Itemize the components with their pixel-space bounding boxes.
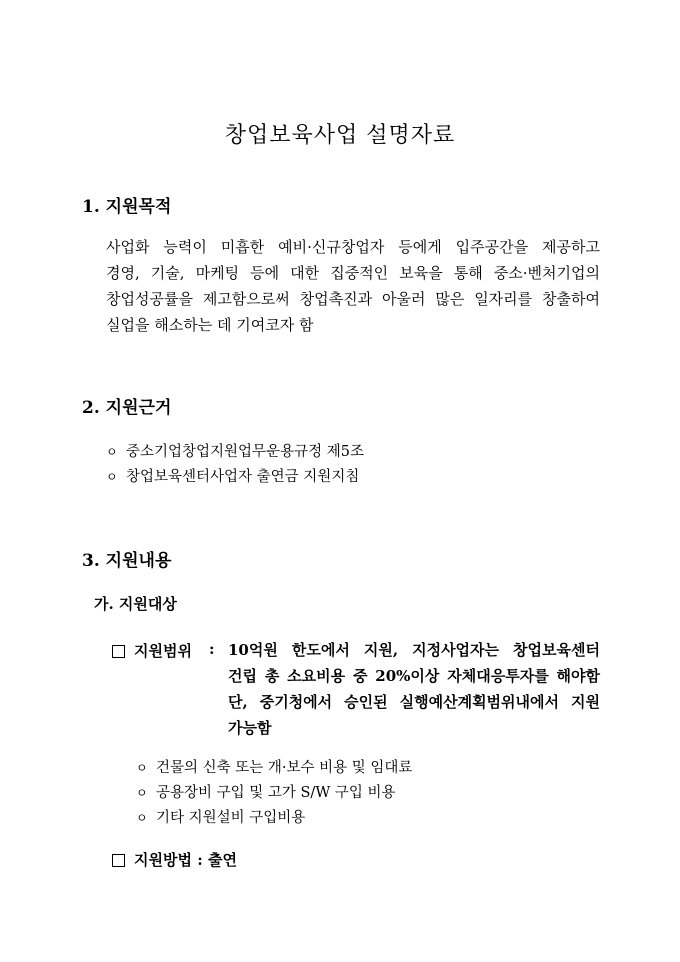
paragraph-line-2: 경영, 기술, 마케팅 등에 대한 집중적인 보육을 통해 중소·벤처기업의	[106, 264, 600, 282]
section-1-paragraph	[106, 234, 600, 338]
section-2-title: 지원근거	[105, 398, 172, 418]
paragraph-line-3: 창업성공률을 제고함으로써 창업촉진과 아울러 많은 일자리를 창출하여	[106, 290, 600, 308]
scope-line-2: 건립 총 소요비용 중 20%이상 자체대응투자를 해야함	[228, 667, 600, 685]
section-1-number: 1.	[82, 197, 100, 217]
checkbox-icon	[112, 854, 125, 867]
paragraph-line-4: 실업을 해소하는 데 기여코자 함	[106, 316, 314, 334]
basis-item	[106, 440, 364, 461]
basis-item-text: 중소기업창업지원업무운용규정 제5조	[126, 444, 364, 460]
section-1-title: 지원목적	[105, 197, 172, 217]
scope-line-3: 단, 중기청에서 승인된 실행예산계획범위내에서 지원	[228, 693, 600, 711]
support-scope-label	[112, 640, 192, 661]
document-title: 창업보육사업 설명자료	[224, 123, 456, 148]
bullet-icon: ㅇ	[136, 761, 148, 775]
scope-item-text: 공용장비 구입 및 고가 S/W 구입 비용	[156, 785, 396, 801]
section-3-heading	[82, 546, 171, 571]
bullet-icon: ㅇ	[106, 470, 118, 484]
basis-item	[106, 465, 359, 486]
subsection-heading: 가. 지원대상	[94, 595, 177, 613]
support-scope-colon: :	[209, 640, 215, 658]
support-scope-label-text: 지원범위	[134, 642, 192, 660]
bullet-icon: ㅇ	[136, 811, 148, 825]
bullet-icon: ㅇ	[106, 445, 118, 459]
bullet-icon: ㅇ	[136, 786, 148, 800]
support-method	[112, 849, 237, 870]
scope-item	[136, 756, 412, 777]
scope-line-1: 10억원 한도에서 지원, 지정사업자는 창업보육센터	[228, 641, 600, 659]
support-method-colon: :	[197, 851, 203, 869]
scope-item	[136, 781, 395, 802]
scope-item	[136, 806, 305, 827]
support-method-value: 출연	[207, 851, 237, 869]
section-2-heading	[82, 393, 171, 418]
section-3-title: 지원내용	[105, 551, 172, 571]
section-1-heading	[82, 192, 171, 217]
basis-item-text: 창업보육센터사업자 출연금 지원지침	[126, 469, 360, 485]
scope-item-text: 건물의 신축 또는 개·보수 비용 및 임대료	[156, 760, 413, 776]
support-scope-text	[228, 637, 600, 741]
section-2-number: 2.	[82, 398, 100, 418]
scope-line-4: 가능함	[228, 719, 272, 737]
paragraph-line-1: 사업화 능력이 미흡한 예비·신규창업자 등에게 입주공간을 제공하고	[106, 238, 600, 256]
scope-item-text: 기타 지원설비 구입비용	[156, 810, 306, 826]
section-3-number: 3.	[82, 551, 100, 571]
support-method-label: 지원방법	[134, 851, 192, 869]
checkbox-icon	[112, 645, 125, 658]
